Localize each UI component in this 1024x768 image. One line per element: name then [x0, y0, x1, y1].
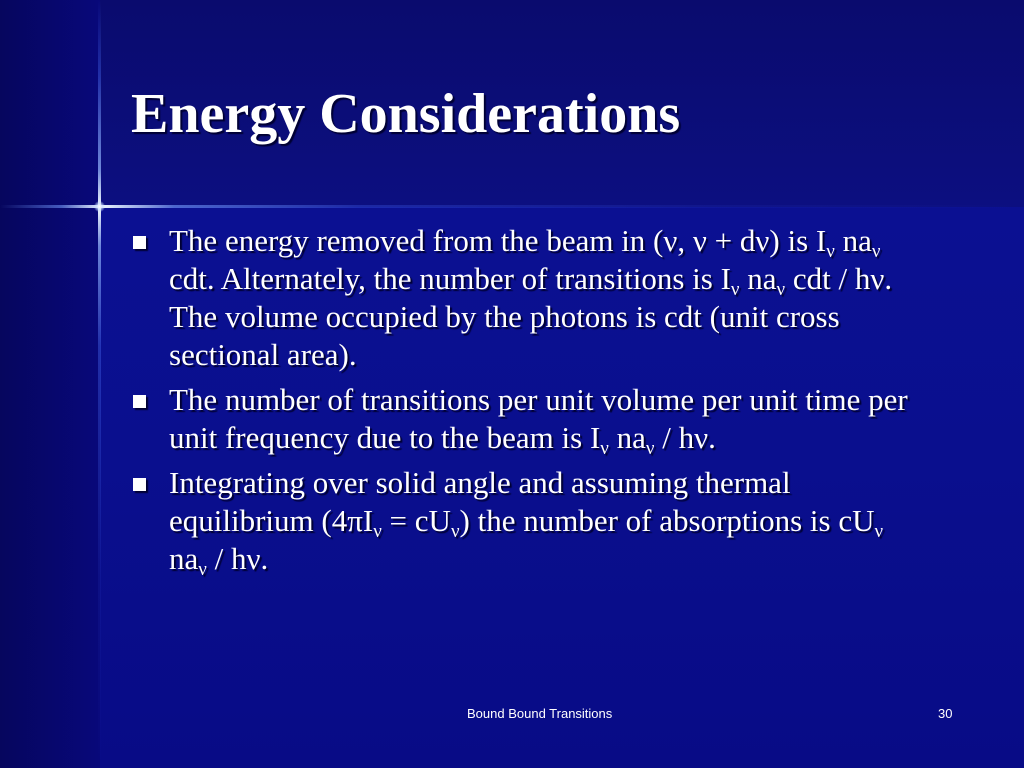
- subscript-nu: ν: [645, 438, 655, 459]
- vertical-glow-line: [98, 0, 101, 768]
- left-decor-panel: [0, 0, 100, 768]
- subscript-nu: ν: [826, 241, 835, 262]
- subscript-nu: ν: [874, 521, 884, 542]
- slide-title: Energy Considerations: [131, 83, 681, 145]
- subscript-nu: ν: [198, 559, 207, 580]
- subscript-nu: ν: [730, 279, 740, 300]
- subscript-nu: ν: [776, 279, 786, 300]
- footer-text: Bound Bound Transitions: [467, 706, 613, 721]
- subscript-nu: ν: [600, 438, 609, 459]
- bullet-item: [131, 381, 921, 457]
- subscript-nu: ν: [450, 521, 460, 542]
- horizontal-glow-line: [0, 205, 1024, 208]
- bullet-item: [131, 464, 921, 578]
- bullet-text: Integrating over solid angle and assuming thermal equilibrium $(4\pi I_\nu = cU_\nu)$ the number of absorptions is $cU_\nu$ $na_\nu$ / hν.: [169, 465, 884, 580]
- bullet-list: [131, 222, 921, 585]
- square-bullet-icon: [133, 395, 146, 408]
- sparkle-icon: [94, 201, 105, 212]
- bullet-text: The number of transitions per unit volume per unit time per unit frequency due to the beam is $I_\nu$ $na_\nu$ / hν.: [169, 382, 908, 459]
- square-bullet-icon: [133, 236, 146, 249]
- subscript-nu: ν: [871, 241, 881, 262]
- square-bullet-icon: [133, 478, 146, 491]
- slide-number: 30: [938, 706, 953, 721]
- bullet-item: [131, 222, 921, 374]
- bullet-text: The energy removed from the beam in (ν, ν + dν) is $I_\nu$ $na_\nu$ cdt. Alternately, the number of transitions is $I_\nu$ $na_\nu$ cdt / hν. The volume occupied by the photons is cdt (unit cross sectional area).: [169, 223, 893, 372]
- subscript-nu: ν: [373, 521, 382, 542]
